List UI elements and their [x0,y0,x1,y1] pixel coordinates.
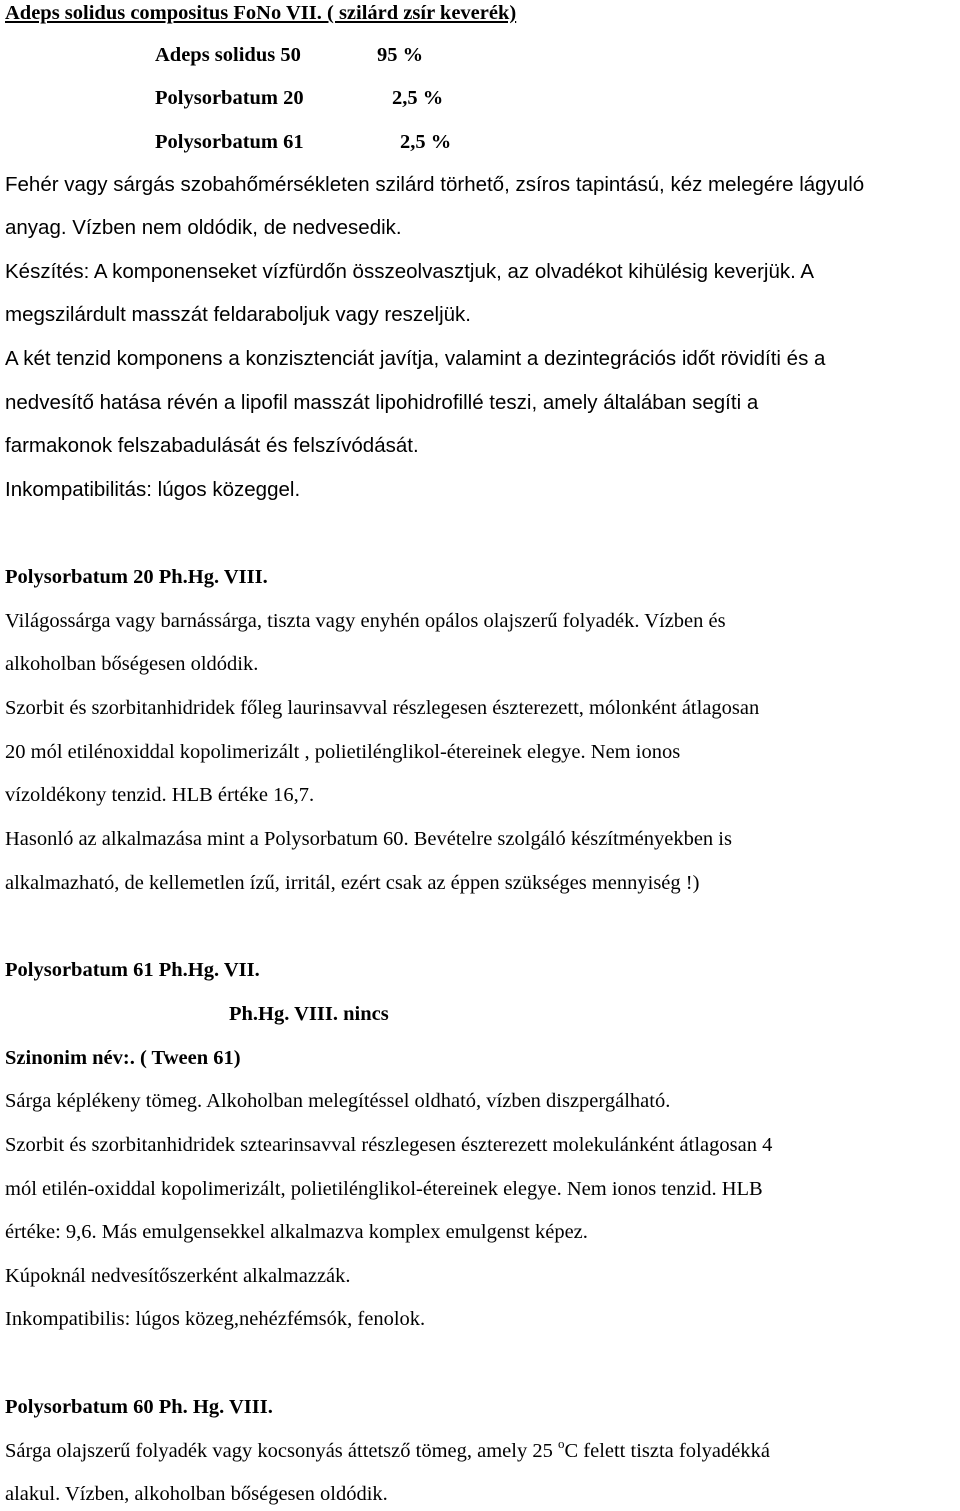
paragraph-line: Inkompatibilis: lúgos közeg,nehézfémsók, fenolok. [5,1308,426,1330]
text-segment: C felett tiszta folyadékká [564,1440,770,1462]
paragraph-line: Sárga képlékeny tömeg. Alkoholban melegítéssel oldható, vízben diszpergálható. [5,1090,671,1112]
degree-superscript: o [557,1436,565,1451]
ingredient-name: Polysorbatum 61 [155,131,304,153]
synonym-line: Szinonim név:. ( Tween 61) [5,1047,241,1069]
incompatibility-line: Inkompatibilitás: lúgos közeggel. [5,478,301,501]
paragraph-line: alkalmazható, de kellemetlen ízű, irritál, ezért csak az éppen szükséges mennyiség !) [5,872,700,894]
preparation-line: Készítés: A komponenseket vízfürdőn összeolvasztjuk, az olvadékot kihülésig keverjük. A [5,260,815,283]
paragraph-line: Hasonló az alkalmazása mint a Polysorbatum 60. Bevételre szolgáló készítményekben is [5,828,732,850]
paragraph-line: 20 mól etilénoxiddal kopolimerizált , polietilénglikol-étereinek elegye. Nem ionos [5,741,681,763]
tenzid-line: nedvesítő hatása révén a lipofil masszát lipohidrofillé teszi, amely általában segíti a [5,391,759,414]
paragraph-line: Kúpoknál nedvesítőszerként alkalmazzák. [5,1265,351,1287]
section-title-polysorbatum-60: Polysorbatum 60 Ph. Hg. VIII. [5,1396,273,1418]
paragraph-line: mól etilén-oxiddal kopolimerizált, polietilénglikol-étereinek elegye. Nem ionos tenzid. HLB [5,1178,763,1200]
section-title-polysorbatum-20: Polysorbatum 20 Ph.Hg. VIII. [5,566,268,588]
section-title-adeps-solidus: Adeps solidus compositus FoNo VII. ( szilárd zsír keverék) [5,2,517,24]
paragraph-line: értéke: 9,6. Más emulgensekkel alkalmazva komplex emulgenst képez. [5,1221,588,1243]
description-line: anyag. Vízben nem oldódik, de nedvesedik. [5,216,402,239]
paragraph-line: alkoholban bőségesen oldódik. [5,653,259,675]
paragraph-line: Világossárga vagy barnássárga, tiszta vagy enyhén opálos olajszerű folyadék. Vízben és [5,610,726,632]
ingredient-amount: 95 % [377,44,424,66]
section-title-polysorbatum-61: Polysorbatum 61 Ph.Hg. VII. [5,959,260,981]
ingredient-name: Polysorbatum 20 [155,87,304,109]
tenzid-line: A két tenzid komponens a konzisztenciát javítja, valamint a dezintegrációs időt rövidíti és a [5,347,826,370]
paragraph-line [5,1438,770,1464]
tenzid-line: farmakonok felszabadulását és felszívódását. [5,434,419,457]
text-segment: Sárga olajszerű folyadék vagy kocsonyás áttetsző tömeg, amely 25 [5,1440,558,1462]
paragraph-line: alakul. Vízben, alkoholban bőségesen oldódik. [5,1483,388,1505]
ingredient-amount: 2,5 % [392,87,444,109]
ingredient-name: Adeps solidus 50 [155,44,301,66]
ingredient-amount: 2,5 % [400,131,452,153]
section-subtitle: Ph.Hg. VIII. nincs [229,1003,389,1025]
paragraph-line: vízoldékony tenzid. HLB értéke 16,7. [5,784,315,806]
paragraph-line: Szorbit és szorbitanhidridek főleg laurinsavval részlegesen észterezett, mólonként átlagosan [5,697,760,719]
paragraph-line: Szorbit és szorbitanhidridek sztearinsavval részlegesen észterezett molekulánként átlagosan 4 [5,1134,773,1156]
description-line: Fehér vagy sárgás szobahőmérsékleten szilárd törhető, zsíros tapintású, kéz melegére lágyuló [5,173,865,196]
preparation-line: megszilárdult masszát feldaraboljuk vagy reszeljük. [5,303,472,326]
